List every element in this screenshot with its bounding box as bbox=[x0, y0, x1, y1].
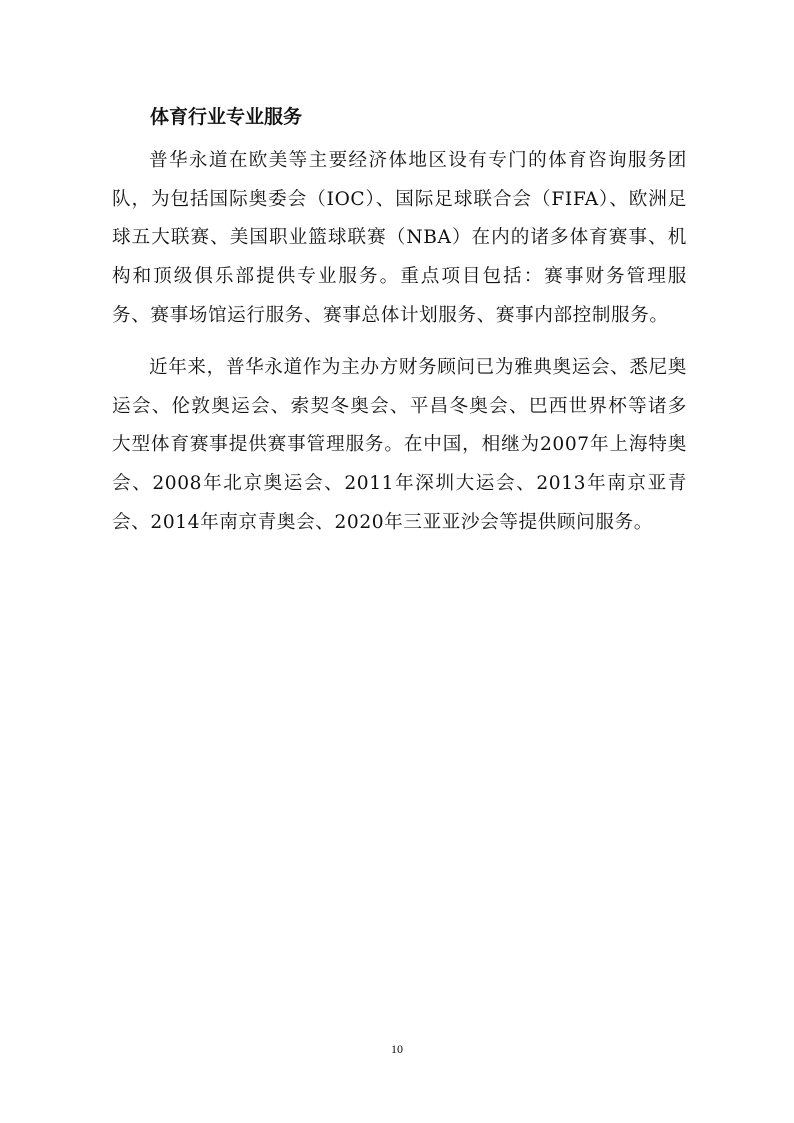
paragraph-sports-consulting-teams: 普华永道在欧美等主要经济体地区设有专门的体育咨询服务团队，为包括国际奥委会（IOC）、国际足球联合会（FIFA）、欧洲足球五大联赛、美国职业篮球联赛（NBA）在内的诸多体育赛事、机构和顶级俱乐部提供专业服务。重点项目包括：赛事财务管理服务、赛事场馆运行服务、赛事总体计划服务、赛事内部控制服务。 bbox=[112, 150, 687, 326]
section-title: 体育行业专业服务 bbox=[150, 106, 303, 128]
page-number: 10 bbox=[391, 1042, 403, 1056]
paragraph-major-events-services: 近年来，普华永道作为主办方财务顾问已为雅典奥运会、悉尼奥运会、伦敦奥运会、索契冬奥会、平昌冬奥会、巴西世界杯等诸多大型体育赛事提供赛事管理服务。在中国，相继为2007年上海特奥会、2008年北京奥运会、2011年深圳大运会、2013年南京亚青会、2014年南京青奥会、2020年三亚亚沙会等提供顾问服务。 bbox=[112, 357, 687, 533]
